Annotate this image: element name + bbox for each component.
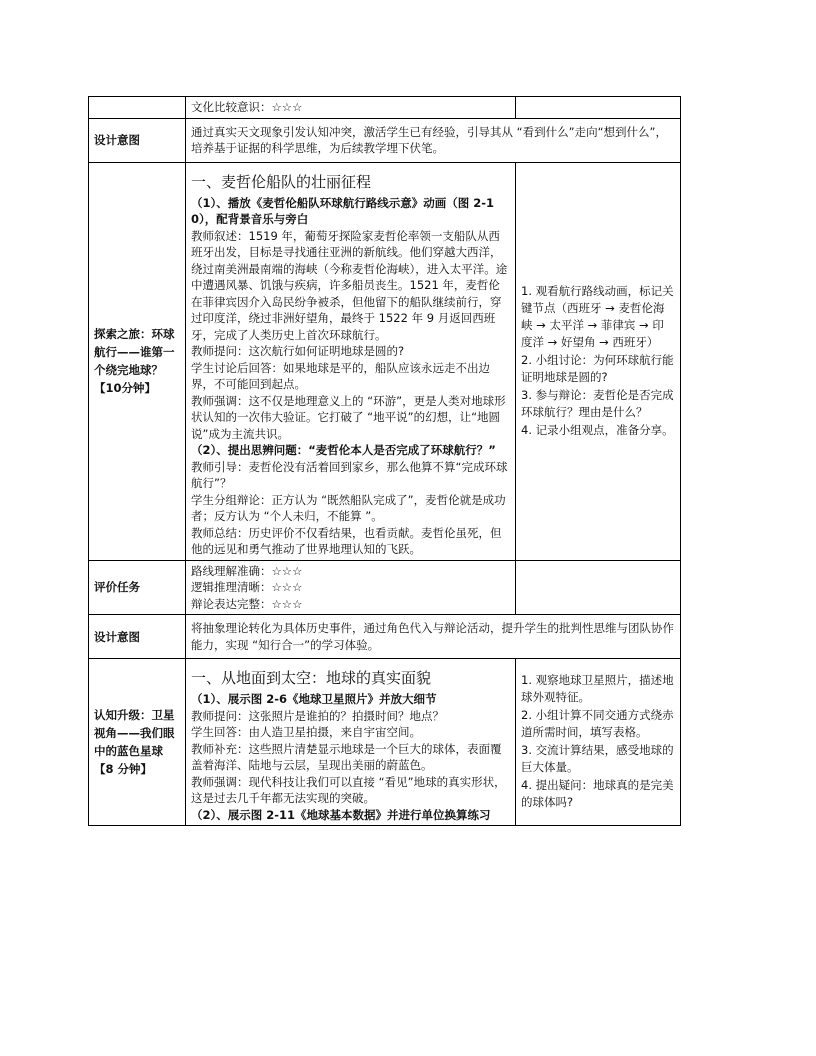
table-row — [89, 659, 681, 826]
student-activity-cell — [516, 659, 681, 826]
step-heading: （2）、提出思辨问题：“麦哲伦本人是否完成了环球航行？” — [191, 443, 496, 457]
cultural-awareness-cell: 文化比较意识：☆☆☆ — [186, 97, 516, 119]
activity-item: 3. 交流计算结果，感受地球的巨大体量。 — [521, 743, 674, 774]
paragraph: 教师强调：这不仅是地理意义上的 “环游”，更是人类对地球形状认知的一次伟大验证。它打破了 “地平说”的幻想，让“地圆说”成为主流共识。 — [191, 393, 506, 441]
empty-cell — [89, 97, 186, 119]
student-activity-cell — [516, 162, 681, 560]
activity-item: 2. 小组计算不同交通方式绕赤道所需时间，填写表格。 — [521, 708, 674, 739]
paragraph: 教师引导：麦哲伦没有活着回到家乡，那么他算不算“完成环球航行”？ — [191, 459, 508, 490]
step-heading: （2）、展示图 2-11《地球基本数据》并进行单位换算练习 — [191, 807, 491, 822]
section-heading: 一、麦哲伦船队的壮丽征程 — [191, 172, 372, 191]
design-intent-text: 通过真实天文现象引发认知冲突，激活学生已有经验，引导其从 “看到什么”走向“想到什么”，培养基于证据的科学思维，为后续教学埋下伏笔。 — [186, 118, 681, 162]
evaluation-label: 评价任务 — [89, 560, 186, 615]
table-row — [89, 162, 681, 560]
design-intent-label: 设计意图 — [89, 118, 186, 162]
paragraph: 教师提问：这张照片是谁拍的？拍摄时间？地点？ — [191, 708, 444, 723]
paragraph: 教师叙述：1519 年，葡萄牙探险家麦哲伦率领一支船队从西班牙出发，目标是寻找通往亚洲的新航线。他们穿越大西洋，绕过南美洲最南端的海峡（今称麦哲伦海峡），进入太平洋。途中遭遇风暴、饥饿与疾病，许多船员丧生。1521 年，麦哲伦在菲律宾因介入岛民纷争被杀，但他留下的船队继续前行，穿过印度洋，绕过非洲好望角，最终于 1522 年 9 月返回西班牙，完成了人类历史上首次环球航行。 — [191, 228, 508, 342]
activity-item: 4. 提出疑问：地球真的是完美的球体吗? — [521, 778, 674, 809]
section-heading: 一、从地面到太空：地球的真实面貌 — [191, 669, 432, 687]
activity-item: 3. 参与辩论：麦哲伦是否完成环球航行？理由是什么？ — [521, 387, 674, 419]
table-row — [89, 560, 681, 615]
activity-item: 4. 记录小组观点，准备分享。 — [521, 422, 674, 437]
cognition-content — [186, 659, 516, 826]
step-heading: （1）、播放《麦哲伦船队环球航行路线示意》动画（图 2-10），配背景音乐与旁白 — [191, 195, 495, 226]
paragraph: 教师总结：历史评价不仅看结果，也看贡献。麦哲伦虽死，但他的远见和勇气推动了世界地理认知的飞跃。 — [191, 525, 502, 556]
cognition-label: 认知升级：卫星视角——我们眼中的蓝色星球【8 分钟】 — [89, 659, 186, 826]
design-intent-text: 将抽象理论转化为具体历史事件，通过角色代入与辩论活动，提升学生的批判性思维与团队协作能力，实现 “知行合一”的学习体验。 — [186, 615, 681, 659]
table-row — [89, 118, 681, 162]
explore-label: 探索之旅：环球航行——谁第一个绕完地球？【10分钟】 — [89, 162, 186, 560]
evaluation-item: 逻辑推理清晰：☆☆☆ — [191, 580, 303, 594]
activity-item: 2. 小组讨论：为何环球航行能证明地球是圆的? — [521, 352, 674, 384]
paragraph: 学生分组辩论：正方认为 “既然船队完成了”，麦哲伦就是成功者；反方认为 “个人未归，不能算 ”。 — [191, 492, 506, 523]
table-row — [89, 97, 681, 119]
explore-content — [186, 162, 516, 560]
empty-cell — [516, 560, 681, 615]
activity-item: 1. 观察地球卫星照片，描述地球外观特征。 — [521, 673, 674, 704]
design-intent-label: 设计意图 — [89, 615, 186, 659]
evaluation-item: 辩论表达完整：☆☆☆ — [191, 596, 303, 611]
paragraph: 教师提问：这次航行如何证明地球是圆的? — [191, 344, 405, 358]
step-heading: （1）、展示图 2-6《地球卫星照片》并放大细节 — [191, 692, 437, 706]
paragraph: 教师强调：现代科技让我们可以直接 “看见”地球的真实形状，这是过去几千年都无法实现的突破。 — [191, 774, 506, 805]
paragraph: 学生回答：由人造卫星拍摄，来自宇宙空间。 — [191, 725, 421, 739]
evaluation-item: 路线理解准确：☆☆☆ — [191, 563, 303, 578]
lesson-plan-table — [88, 96, 681, 826]
table-row — [89, 615, 681, 659]
paragraph: 学生讨论后回答：如果地球是平的，船队应该永远走不出边界，不可能回到起点。 — [191, 360, 490, 391]
empty-cell — [516, 97, 681, 119]
evaluation-content — [186, 560, 516, 615]
paragraph: 教师补充：这些照片清楚显示地球是一个巨大的球体，表面覆盖着海洋、陆地与云层，呈现出美丽的蔚蓝色。 — [191, 741, 502, 772]
activity-item: 1. 观看航行路线动画，标记关键节点（西班牙 → 麦哲伦海峡 → 太平洋 → 菲律宾 → 印度洋 → 好望角 → 西班牙） — [521, 283, 674, 349]
